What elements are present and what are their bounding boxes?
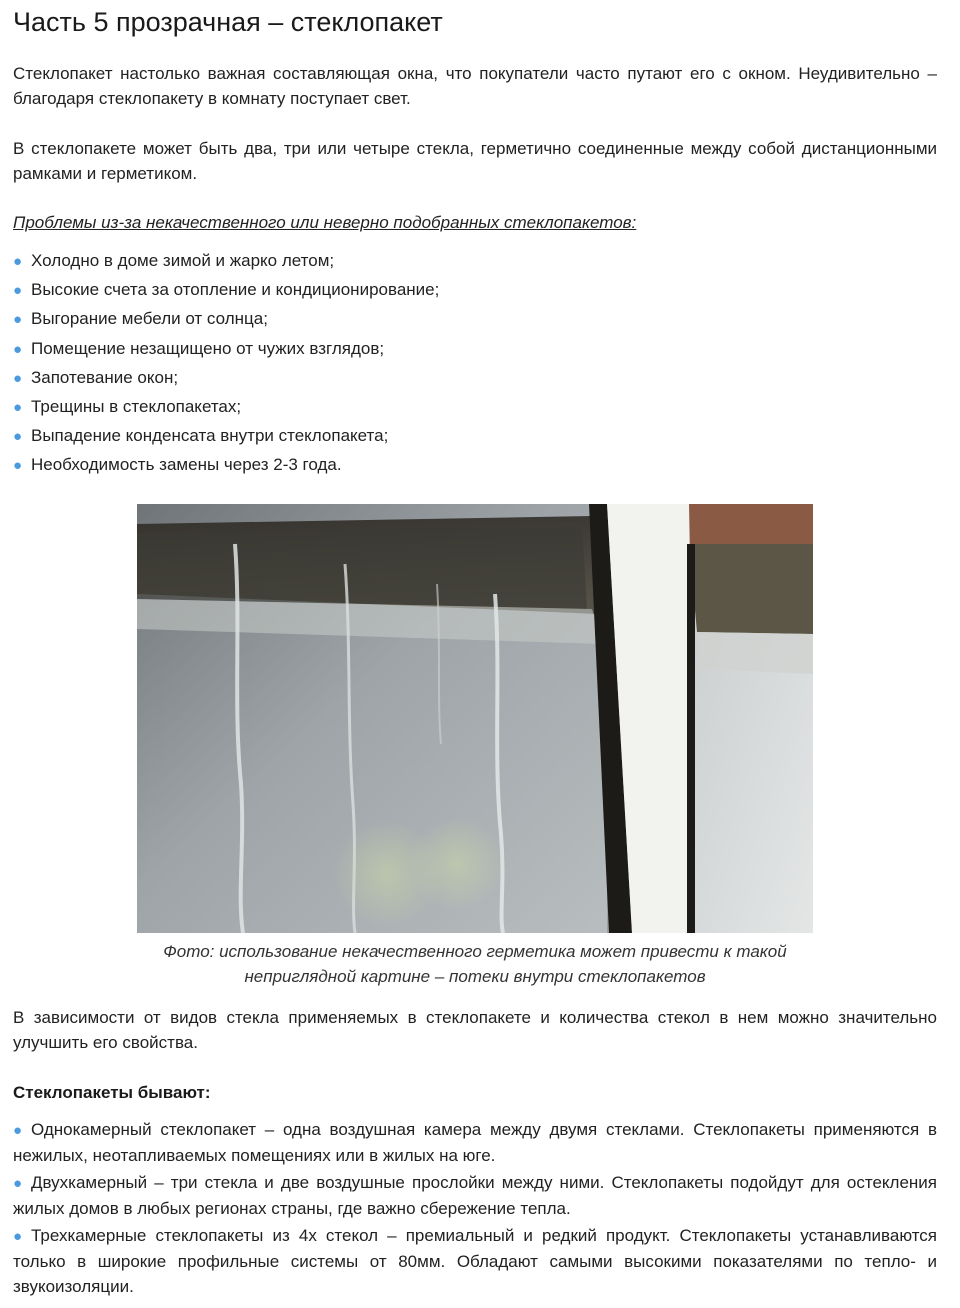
bullet-icon: ● [13, 428, 23, 446]
list-item-text: Запотевание окон; [31, 367, 179, 387]
list-item-text: Необходимость замены через 2-3 года. [31, 455, 342, 475]
list-item [13, 422, 439, 451]
intro-paragraph: Стеклопакет настолько важная составляющая окна, что покупатели часто путают его с окном. Неудивительно – благодаря стеклопакету в комнату поступает свет. [13, 64, 937, 108]
list-item [13, 247, 439, 276]
list-item-text: Однокамерный стеклопакет – одна воздушная камера между двумя стеклами. Стеклопакеты применяются в нежилых, неотапливаемых помещениях или в жилых на юге. [13, 1120, 937, 1165]
condensation-window-image [137, 504, 813, 933]
panes-paragraph: В стеклопакете может быть два, три или четыре стекла, герметично соединенные между собой дистанционными рамками и герметиком. [13, 139, 937, 183]
bullet-icon: ● [13, 399, 23, 417]
bullet-icon: ● [13, 1122, 23, 1139]
bullet-icon: ● [13, 340, 23, 358]
page-title: Часть 5 прозрачная – стеклопакет [13, 7, 443, 37]
problems-list [13, 247, 439, 481]
bullet-icon: ● [13, 282, 23, 300]
list-item [13, 1170, 937, 1221]
window-photo [137, 504, 813, 933]
list-item-text: Выгорание мебели от солнца; [31, 309, 268, 329]
bullet-icon: ● [13, 1175, 23, 1192]
list-item [13, 1223, 937, 1299]
bullet-icon: ● [13, 369, 23, 387]
list-item-text: Высокие счета за отопление и кондиционирование; [31, 280, 440, 300]
list-item [13, 393, 439, 422]
bullet-icon: ● [13, 311, 23, 329]
list-item-text: Трещины в стеклопакетах; [31, 397, 242, 417]
list-item-text: Выпадение конденсата внутри стеклопакета; [31, 426, 389, 446]
bullet-icon: ● [13, 1228, 23, 1245]
properties-paragraph: В зависимости от видов стекла применяемых в стеклопакете и количества стекол в нем можно значительно улучшить его свойства. [13, 1008, 937, 1052]
list-item [13, 305, 439, 334]
list-item [13, 451, 439, 480]
list-item-text: Холодно в доме зимой и жарко летом; [31, 251, 335, 270]
problems-title: Проблемы из-за некачественного или неверно подобранных стеклопакетов: [13, 213, 637, 232]
list-item [13, 364, 439, 393]
list-item-text: Трехкамерные стеклопакеты из 4х стекол – премиальный и редкий продукт. Стеклопакеты устанавливаются только в широкие профильные системы от 80мм. Обладают самыми высокими показателями по тепло- и звукоизоляции. [13, 1226, 937, 1296]
list-item-text: Помещение незащищено от чужих взглядов; [31, 338, 385, 358]
list-item [13, 1117, 937, 1168]
photo-caption: Фото: использование некачественного герметика может привести к такой неприглядной картине – потеки внутри стеклопакетов [163, 942, 787, 986]
list-item [13, 335, 439, 364]
list-item [13, 276, 439, 305]
list-item-text: Двухкамерный – три стекла и две воздушные прослойки между ними. Стеклопакеты подойдут для остекления жилых домов в любых регионах страны, где важно сбережение тепла. [13, 1173, 937, 1218]
bullet-icon: ● [13, 457, 23, 475]
types-title: Стеклопакеты бывают: [13, 1083, 211, 1102]
bullet-icon: ● [13, 253, 23, 270]
